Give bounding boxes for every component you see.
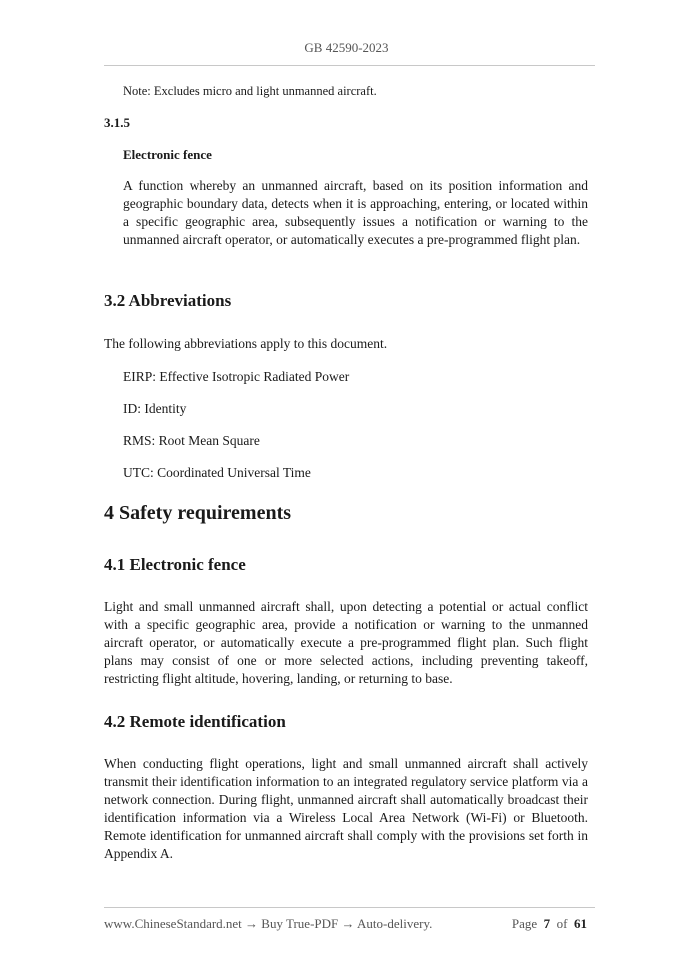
term-definition: A function whereby an unmanned aircraft, based on its position information and geographic boundary data, detects when it is approaching, entering, or located within a specific geographic area, subsequently issues a notification or warning to the unmanned aircraft operator, or automatically executes a pre-programmed flight plan. — [123, 178, 588, 247]
note-text: Note: Excludes micro and light unmanned aircraft. — [123, 84, 377, 98]
abbreviation-item: RMS: Root Mean Square — [123, 433, 260, 448]
auto-delivery-text: Auto-delivery. — [357, 916, 433, 931]
arrow-icon: → — [245, 916, 259, 931]
header-divider — [104, 65, 595, 66]
page-label: Page — [511, 916, 538, 931]
buy-true-pdf-link[interactable]: Buy True-PDF — [261, 916, 339, 931]
electronic-fence-paragraph: Light and small unmanned aircraft shall, upon detecting a potential or actual conflict with a specific geographic area, provide a notification or warning to the unmanned aircraft operator, or automatically execute a pre-programmed flight plan. Such flight plans may consist of one or more selected actions, including preventing takeoff, restricting flight altitude, hovering, landing, or returning to base. — [104, 599, 588, 686]
site-link[interactable]: www.ChineseStandard.net — [104, 916, 242, 931]
abbreviation-item: ID: Identity — [123, 401, 187, 416]
remote-identification-paragraph: When conducting flight operations, light and small unmanned aircraft shall actively transmit their identification information to an integrated regulatory service platform via a network connection. During flight, unmanned aircraft shall automatically broadcast their identification information via a Wireless Local Area Network (Wi-Fi) or Bluetooth. Remote identification for unmanned aircraft shall comply with the provisions set forth in Appendix A. — [104, 756, 588, 861]
document-code: GB 42590-2023 — [304, 40, 389, 55]
abbreviation-item: EIRP: Effective Isotropic Radiated Power — [123, 369, 350, 384]
page-indicator — [512, 916, 587, 932]
abbreviations-intro: The following abbreviations apply to this document. — [104, 336, 388, 351]
arrow-icon: → — [341, 916, 355, 931]
clause-number: 3.1.5 — [104, 115, 130, 130]
footer-divider — [104, 907, 595, 908]
page-of: of — [556, 916, 568, 931]
page-total: 61 — [574, 916, 587, 931]
section-heading-electronic-fence: 4.1 Electronic fence — [104, 555, 246, 574]
footer-links — [104, 916, 432, 932]
section-heading-abbreviations: 3.2 Abbreviations — [104, 291, 232, 310]
page-current: 7 — [543, 916, 551, 931]
chapter-heading-safety: 4 Safety requirements — [104, 502, 292, 524]
term-heading: Electronic fence — [123, 147, 212, 162]
section-heading-remote-identification: 4.2 Remote identification — [104, 712, 286, 731]
abbreviation-item: UTC: Coordinated Universal Time — [123, 465, 311, 480]
